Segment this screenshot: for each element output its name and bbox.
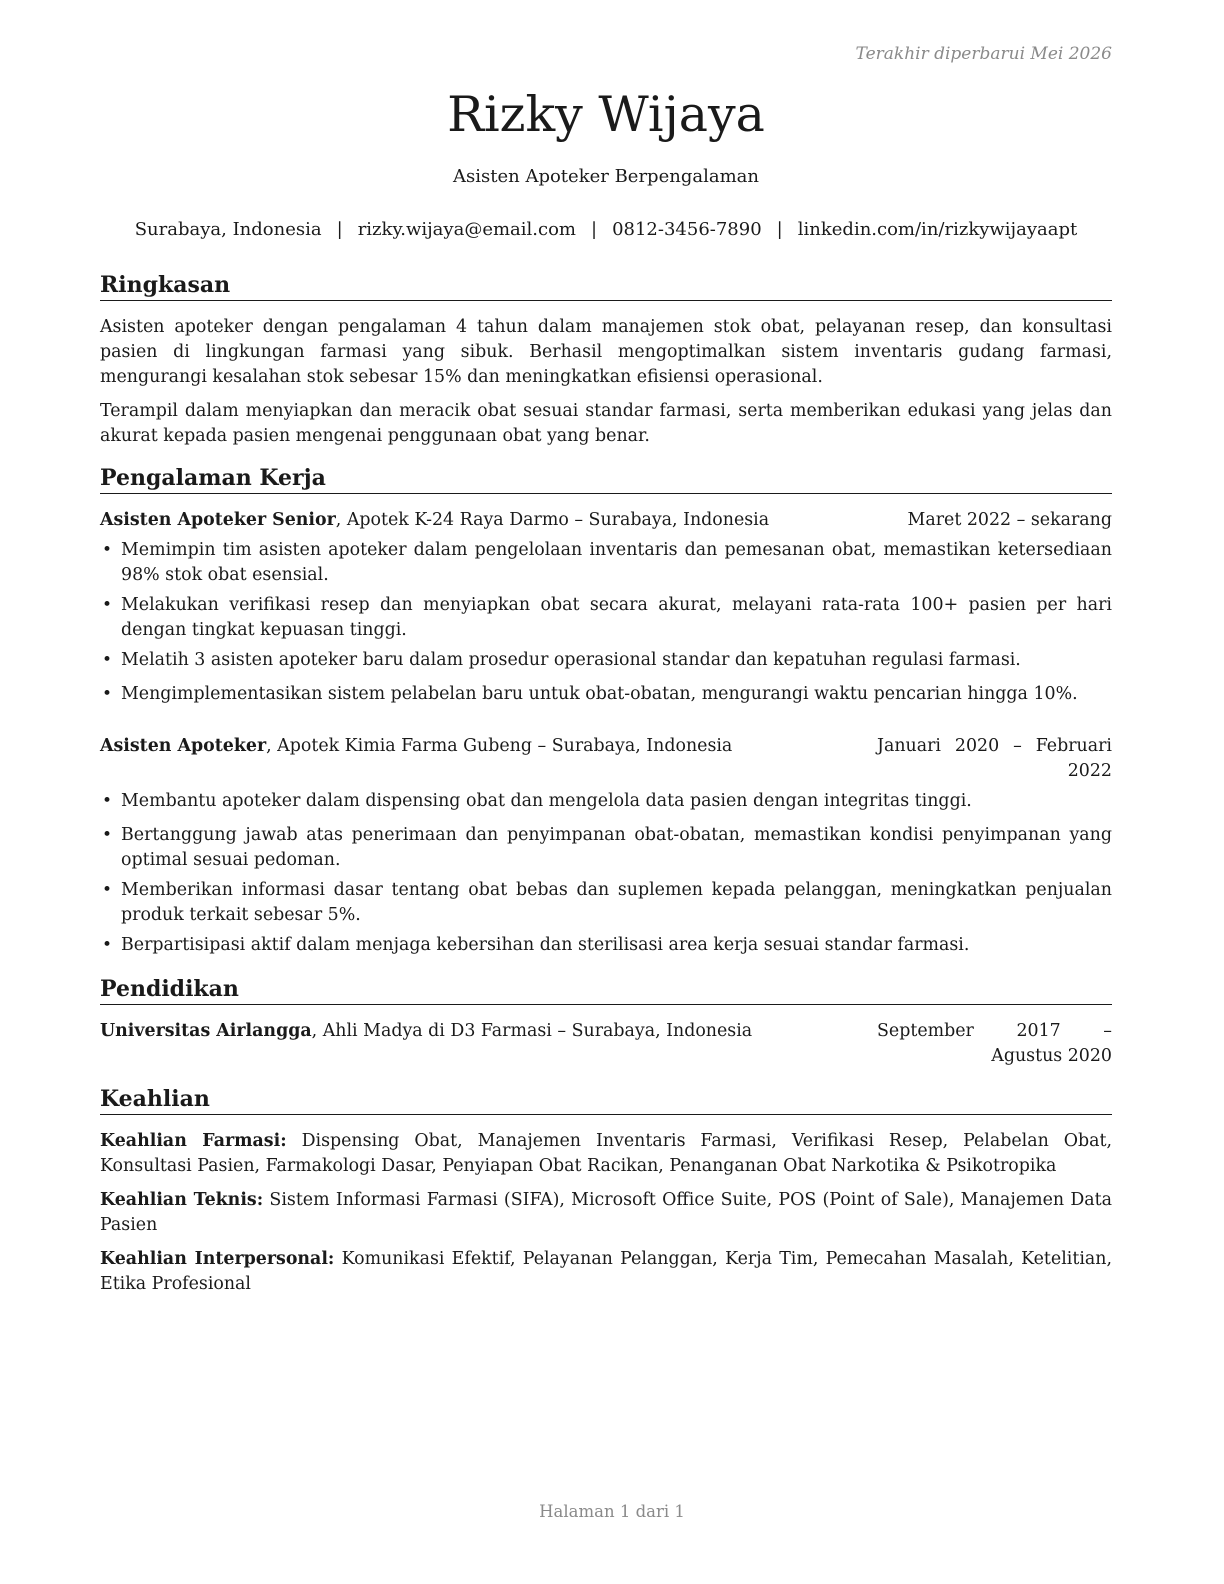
- job-place: , Apotek K-24 Raya Darmo – Surabaya, Indonesia: [335, 510, 770, 530]
- section-title-skills: Keahlian: [100, 1085, 1112, 1115]
- person-name: Rizky Wijaya: [447, 86, 765, 143]
- job-header: [100, 734, 1112, 784]
- contact-location: Surabaya, Indonesia: [134, 219, 322, 240]
- experience-section: [100, 464, 1112, 958]
- job-role: Asisten Apoteker: [100, 736, 267, 756]
- contact-separator: |: [776, 219, 783, 240]
- list-item: • Melatih 3 asisten apoteker baru dalam prosedur operasional standar dan kepatuhan regulasi farmasi.: [100, 648, 1112, 673]
- list-item: • Memimpin tim asisten apoteker dalam pengelolaan inventaris dan pemesanan obat, memastikan ketersediaan 98% stok obat esensial.: [100, 538, 1112, 588]
- contact-separator: |: [591, 219, 598, 240]
- job-entry: [100, 508, 1112, 707]
- skill-text: Sistem Informasi Farmasi (SIFA), Microsoft Office Suite, POS (Point of Sale), Manajemen Data Pasien: [100, 1190, 1112, 1235]
- skill-group: [100, 1247, 1112, 1297]
- job-role: Asisten Apoteker Senior: [100, 510, 336, 530]
- list-item: • Bertanggung jawab atas penerimaan dan penyimpanan obat-obatan, memastikan kondisi penyimpanan yang optimal sesuai pedoman.: [100, 823, 1112, 873]
- job-header: [100, 508, 1112, 533]
- list-item: • Melakukan verifikasi resep dan menyiapkan obat secara akurat, melayani rata-rata 100+ pasien per hari dengan tingkat kepuasan tinggi.: [100, 593, 1112, 643]
- job-date: Maret 2022 – sekarang: [907, 510, 1112, 530]
- list-item: • Mengimplementasikan sistem pelabelan baru untuk obat-obatan, mengurangi waktu pencarian hingga 10%.: [100, 682, 1112, 707]
- page-footer: Halaman 1 dari 1: [539, 1502, 685, 1521]
- skill-text: Dispensing Obat, Manajemen Inventaris Farmasi, Verifikasi Resep, Pelabelan Obat, Konsultasi Pasien, Farmakologi Dasar, Penyiapan Obat Racikan, Penanganan Obat Narkotika & Psikotropika: [100, 1131, 1112, 1176]
- summary-paragraph: Asisten apoteker dengan pengalaman 4 tahun dalam manajemen stok obat, pelayanan resep, dan konsultasi pasien di lingkungan farmasi yang sibuk. Berhasil mengoptimalkan sistem inventaris gudang farmasi, mengurangi kesalahan stok sebesar 15% dan meningkatkan efisiensi operasional.: [100, 317, 1112, 387]
- education-date: September 2017 – Agustus 2020: [877, 1021, 1112, 1066]
- skill-label: Keahlian Interpersonal:: [100, 1249, 335, 1269]
- education-entry: [100, 1019, 1112, 1069]
- list-item: • Membantu apoteker dalam dispensing obat dan mengelola data pasien dengan integritas tinggi.: [100, 789, 1112, 814]
- job-bullets: [100, 789, 1112, 958]
- skill-group: [100, 1129, 1112, 1179]
- last-updated: Terakhir diperbarui Mei 2026: [855, 44, 1112, 64]
- headline: Asisten Apoteker Berpengalaman: [453, 166, 759, 187]
- education-school: Universitas Airlangga: [100, 1021, 312, 1041]
- summary-paragraph: Terampil dalam menyiapkan dan meracik obat sesuai standar farmasi, serta memberikan edukasi yang jelas dan akurat kepada pasien mengenai penggunaan obat yang benar.: [100, 401, 1112, 446]
- skills-section: [100, 1085, 1112, 1297]
- job-bullets: [100, 538, 1112, 707]
- contact-separator: |: [336, 219, 343, 240]
- job-date: Januari 2020 – Februari 2022: [877, 736, 1112, 781]
- skill-group: [100, 1188, 1112, 1238]
- summary-section: [100, 271, 1112, 449]
- list-item: • Memberikan informasi dasar tentang obat bebas dan suplemen kepada pelanggan, meningkatkan penjualan produk terkait sebesar 5%.: [100, 878, 1112, 928]
- education-section: [100, 975, 1112, 1069]
- job-entry: [100, 734, 1112, 958]
- education-detail: , Ahli Madya di D3 Farmasi – Surabaya, Indonesia: [311, 1021, 753, 1041]
- contact-email[interactable]: rizky.wijaya@email.com: [357, 219, 576, 240]
- contact-phone: 0812-3456-7890: [612, 219, 762, 240]
- contact-line: [100, 219, 1112, 240]
- skill-text: Komunikasi Efektif, Pelayanan Pelanggan, Kerja Tim, Pemecahan Masalah, Ketelitian, Etika Profesional: [100, 1249, 1112, 1294]
- section-title-summary: Ringkasan: [100, 271, 1112, 301]
- section-title-education: Pendidikan: [100, 975, 1112, 1005]
- job-place: , Apotek Kimia Farma Gubeng – Surabaya, Indonesia: [266, 736, 733, 756]
- contact-linkedin[interactable]: linkedin.com/in/rizkywijayaapt: [797, 219, 1078, 240]
- section-title-experience: Pengalaman Kerja: [100, 464, 1112, 494]
- skill-label: Keahlian Farmasi:: [100, 1131, 287, 1151]
- list-item: • Berpartisipasi aktif dalam menjaga kebersihan dan sterilisasi area kerja sesuai standar farmasi.: [100, 933, 1112, 958]
- skill-label: Keahlian Teknis:: [100, 1190, 264, 1210]
